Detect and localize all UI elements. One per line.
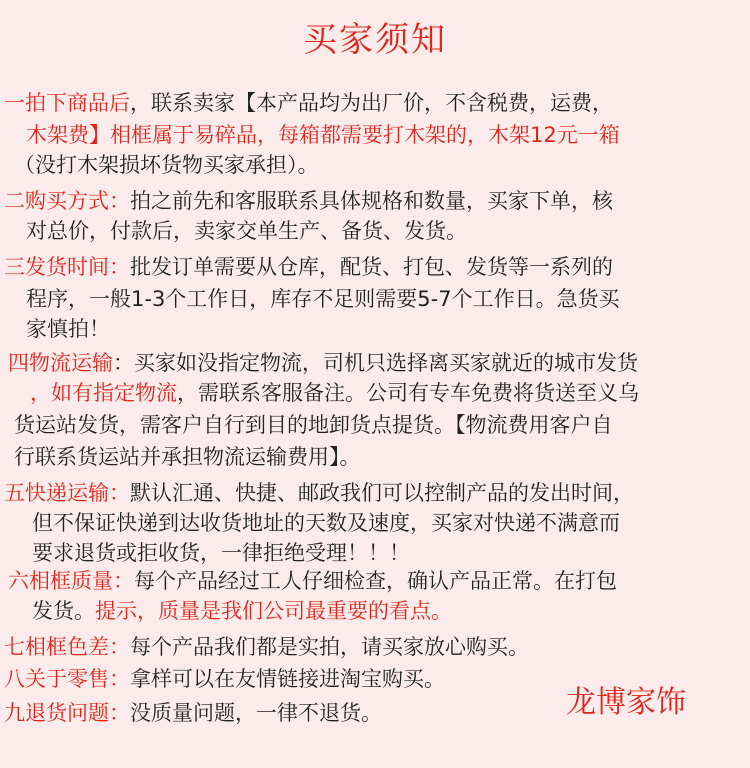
page-title: 买家须知 xyxy=(303,20,447,60)
section-7-heading: 七相框色差： xyxy=(4,635,130,659)
section-7-text: 每个产品我们都是实拍，请买家放心购买。 xyxy=(130,635,529,659)
section-6-heading: 六相框质量： xyxy=(8,569,134,593)
section-9-text: 没质量问题，一律不退货。 xyxy=(130,701,382,725)
section-4-line-4: 行联系货运站并承担物流运输费用】。 xyxy=(14,445,361,469)
shop-signature: 龙博家饰 xyxy=(566,685,686,720)
section-4-text: ：买家如没指定物流，司机只选择离买家就近的城市发货 xyxy=(113,351,638,375)
section-4-line-2 xyxy=(30,378,639,408)
section-8-text: 拿样可以在友情链接进淘宝购买。 xyxy=(130,667,445,691)
section-3-heading: 三发货时间： xyxy=(4,255,130,279)
section-8-line-1 xyxy=(4,664,445,694)
section-2-text: 拍之前先和客服联系具体规格和数量，买家下单，核 xyxy=(130,189,613,213)
section-9-line-1 xyxy=(4,698,382,728)
section-5-line-2: 但不保证快递到达收货地址的天数及速度，买家对快递不满意而 xyxy=(32,511,620,535)
section-3-line-1 xyxy=(4,252,613,282)
section-4-highlight: ，如有指定物流 xyxy=(30,381,177,405)
section-6-line-1 xyxy=(8,566,617,596)
section-2-line-1 xyxy=(4,186,613,216)
section-3-line-2: 程序，一般1-3个工作日，库存不足则需要5-7个工作日。急货买 xyxy=(26,287,620,311)
section-9-heading: 九退货问题： xyxy=(4,701,130,725)
section-8-heading: 八关于零售： xyxy=(4,667,130,691)
section-1-line-3: （没打木架损坏货物买家承担）。 xyxy=(14,153,319,177)
section-6-tip: 提示，质量是我们公司最重要的看点。 xyxy=(95,599,452,623)
section-1-heading: 一拍下商品后 xyxy=(4,91,130,115)
section-4-heading: 四物流运输 xyxy=(8,351,113,375)
section-1-text: ，联系卖家【本产品均为出厂价，不含税费，运费， xyxy=(130,91,613,115)
section-1-line-1 xyxy=(4,88,613,118)
section-3-line-3: 家慎拍！ xyxy=(26,317,110,341)
section-5-line-1 xyxy=(4,478,634,508)
section-6-text-2: 发货。 xyxy=(32,599,95,623)
section-1-line-2: 木架费】相框属于易碎品，每箱都需要打木架的，木架12元一箱 xyxy=(26,123,620,147)
section-4-line-3: 货运站发货，需客户自行到目的地卸货点提货。【物流费用客户自 xyxy=(14,413,613,437)
section-5-line-3: 要求退货或拒收货，一律拒绝受理！！！ xyxy=(32,541,410,565)
section-5-text: 默认汇通、快捷、邮政我们可以控制产品的发出时间， xyxy=(130,481,634,505)
section-4-text-2: ，需联系客服备注。公司有专车免费将货送至义乌 xyxy=(177,381,639,405)
section-4-line-1 xyxy=(8,348,638,378)
section-7-line-1 xyxy=(4,632,529,662)
section-6-line-2 xyxy=(32,596,452,626)
section-6-text: 每个产品经过工人仔细检查，确认产品正常。在打包 xyxy=(134,569,617,593)
section-5-heading: 五快递运输： xyxy=(4,481,130,505)
section-2-line-2: 对总价，付款后，卖家交单生产、备货、发货。 xyxy=(26,219,467,243)
section-2-heading: 二购买方式： xyxy=(4,189,130,213)
section-3-text: 批发订单需要从仓库，配货、打包、发货等一系列的 xyxy=(130,255,613,279)
